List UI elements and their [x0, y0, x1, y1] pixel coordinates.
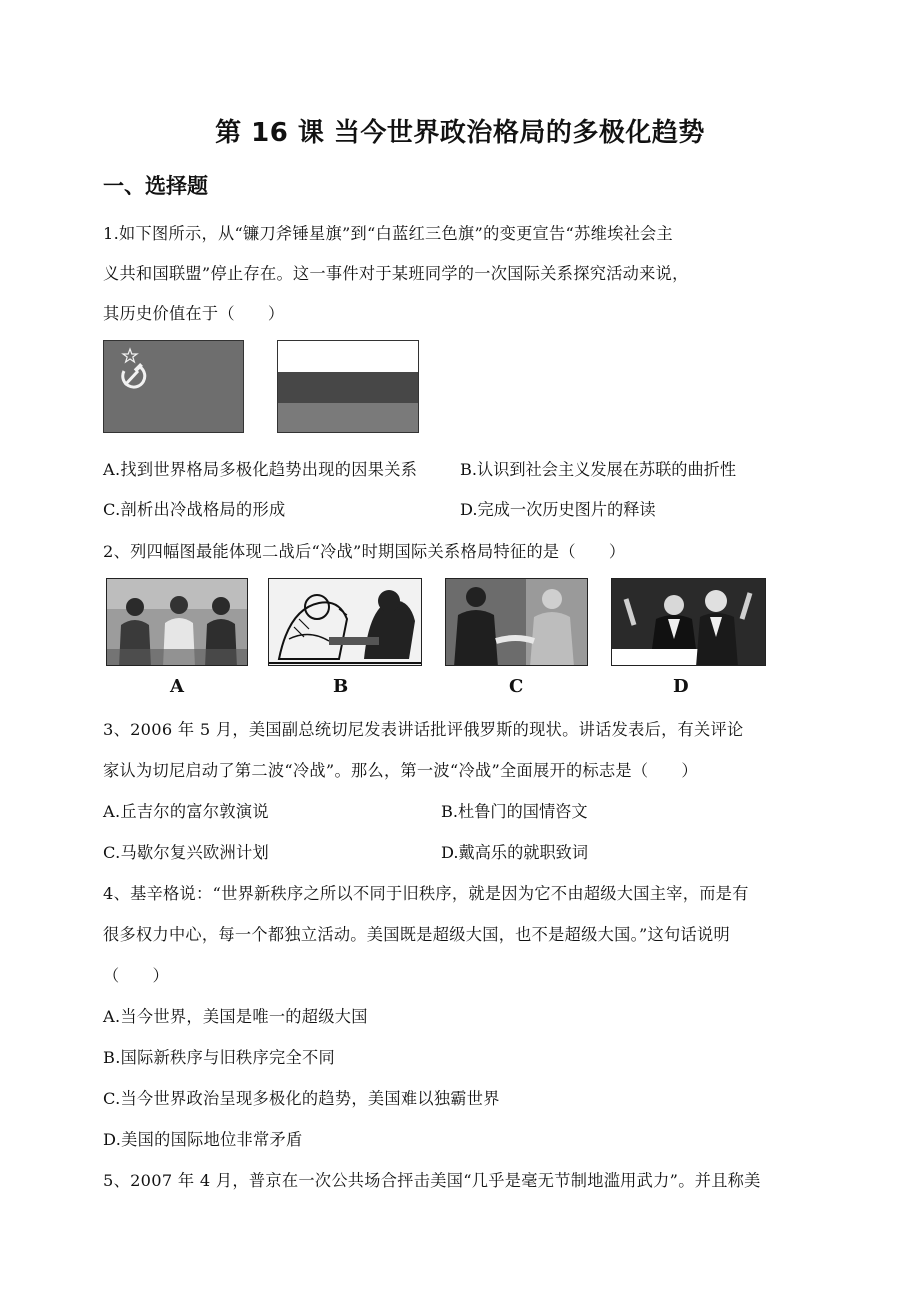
- hammer-sickle-star-icon: [116, 347, 156, 391]
- q4-option-c: C.当今世界政治呈现多极化的趋势，美国难以独霸世界: [103, 1089, 500, 1108]
- q3-option-c: C.马歇尔复兴欧洲计划: [103, 843, 269, 862]
- q1-option-c: C.剖析出冷战格局的形成: [103, 500, 286, 519]
- photo-label-c: C: [509, 676, 524, 697]
- russian-tricolor-flag-image: [277, 340, 419, 433]
- soviet-flag-image: [103, 340, 244, 433]
- photo-label-b: B: [333, 676, 349, 697]
- photo-label-d: D: [673, 676, 689, 697]
- section-heading: 一、选择题: [103, 174, 208, 198]
- q2-text: 2、列四幅图最能体现二战后“冷战”时期国际关系格局特征的是（ ）: [103, 542, 626, 561]
- photo-b-cartoon-image: [268, 578, 422, 666]
- page-title: 第 16 课 当今世界政治格局的多极化趋势: [215, 118, 705, 148]
- q3-option-a: A.丘吉尔的富尔敦演说: [103, 802, 269, 821]
- q4-option-b: B.国际新秩序与旧秩序完全不同: [103, 1048, 335, 1067]
- photo-label-a: A: [170, 676, 184, 697]
- photo-d-leaders-image: [611, 578, 766, 666]
- photo-c-handshake-image: [445, 578, 588, 666]
- q4-option-d: D.美国的国际地位非常矛盾: [103, 1130, 303, 1149]
- q1-line-2: 义共和国联盟”停止存在。这一事件对于某班同学的一次国际关系探究活动来说，: [103, 264, 689, 283]
- q1-option-b: B.认识到社会主义发展在苏联的曲折性: [460, 460, 737, 479]
- q1-line-3: 其历史价值在于（ ）: [103, 304, 285, 323]
- q1-line-1: 1.如下图所示，从“镰刀斧锤星旗”到“白蓝红三色旗”的变更宣告“苏维埃社会主: [103, 224, 674, 243]
- q5-line-1: 5、2007 年 4 月，普京在一次公共场合抨击美国“几乎是毫无节制地滥用武力”。并且称美: [103, 1171, 761, 1190]
- q4-line-3: （ ）: [103, 966, 169, 985]
- q1-option-d: D.完成一次历史图片的释读: [460, 500, 656, 519]
- q1-option-a: A.找到世界格局多极化趋势出现的因果关系: [103, 460, 418, 479]
- q3-option-b: B.杜鲁门的国情咨文: [441, 802, 588, 821]
- photo-a-image: [106, 578, 248, 666]
- q4-option-a: A.当今世界，美国是唯一的超级大国: [103, 1007, 368, 1026]
- q4-line-2: 很多权力中心，每一个都独立活动。美国既是超级大国，也不是超级大国。”这句话说明: [103, 925, 730, 944]
- q3-line-1: 3、2006 年 5 月，美国副总统切尼发表讲话批评俄罗斯的现状。讲话发表后，有关评论: [103, 720, 744, 739]
- q4-line-1: 4、基辛格说：“世界新秩序之所以不同于旧秩序，就是因为它不由超级大国主宰，而是有: [103, 884, 749, 903]
- q3-line-2: 家认为切尼启动了第二波“冷战”。那么，第一波“冷战”全面展开的标志是（ ）: [103, 761, 698, 780]
- q3-option-d: D.戴高乐的就职致词: [441, 843, 589, 862]
